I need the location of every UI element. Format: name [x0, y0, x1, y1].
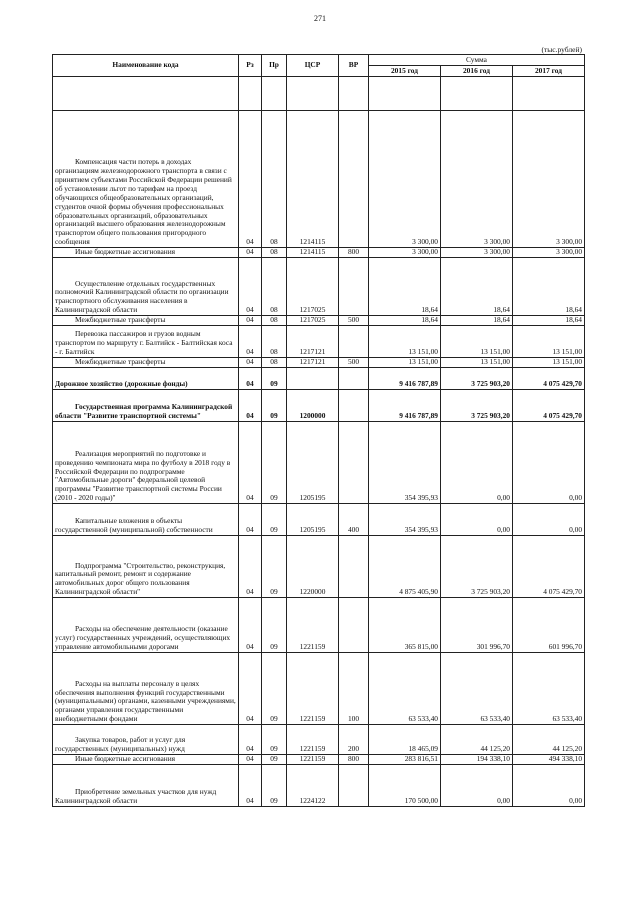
row-2017: 44 125,20	[513, 725, 585, 755]
table-row	[53, 258, 585, 316]
row-rz: 04	[239, 390, 262, 422]
row-vr	[339, 765, 369, 807]
units-label: (тыс.рублей)	[541, 45, 582, 54]
row-2016: 0,00	[441, 765, 513, 807]
row-name: Межбюджетные трансферты	[53, 316, 239, 326]
table-row	[53, 755, 585, 765]
row-2017: 3 300,00	[513, 111, 585, 248]
row-pr: 08	[262, 248, 287, 258]
row-2016: 3 725 903,20	[441, 536, 513, 598]
row-rz: 04	[239, 368, 262, 390]
table-row	[53, 536, 585, 598]
row-csr	[287, 368, 339, 390]
row-2016: 301 996,70	[441, 598, 513, 653]
row-vr: 500	[339, 358, 369, 368]
row-2016: 3 300,00	[441, 111, 513, 248]
row-name: Межбюджетные трансферты	[53, 358, 239, 368]
header-pr: Пр	[262, 55, 287, 77]
row-rz: 04	[239, 725, 262, 755]
row-name: Компенсация части потерь в доходах организациям железнодорожного транспорта в связи с принятием субъектами Российской Федерации решений об установлении льгот по тарифам на проезд обучающихся общеобразовательных организаций, студентов очной формы обучения профессиональных образовательных организаций, образовательных организаций высшего образования железнодорожным транспортом общего пользования пригородного сообщения	[53, 111, 239, 248]
row-csr: 1217121	[287, 326, 339, 358]
page-number: 271	[314, 14, 326, 23]
row-name: Подпрограмма "Строительство, реконструкция, капитальный ремонт, ремонт и содержание автомобильных дорог общего пользования Калининградской области"	[53, 536, 239, 598]
row-vr: 200	[339, 725, 369, 755]
table-row	[53, 248, 585, 258]
row-name: Перевозка пассажиров и грузов водным транспортом по маршруту г. Балтийск - Балтийская коса - г. Балтийск	[53, 326, 239, 358]
row-pr: 09	[262, 755, 287, 765]
row-2015: 18,64	[369, 316, 441, 326]
row-2015: 13 151,00	[369, 358, 441, 368]
row-pr: 09	[262, 390, 287, 422]
row-rz: 04	[239, 422, 262, 504]
row-csr: 1217121	[287, 358, 339, 368]
row-2015: 354 395,93	[369, 504, 441, 536]
row-2016: 194 338,10	[441, 755, 513, 765]
row-pr: 09	[262, 422, 287, 504]
row-2017: 4 075 429,70	[513, 390, 585, 422]
row-csr: 1205195	[287, 504, 339, 536]
row-2015: 18,64	[369, 258, 441, 316]
budget-table	[52, 54, 585, 807]
row-rz: 04	[239, 504, 262, 536]
row-vr	[339, 258, 369, 316]
row-vr: 100	[339, 653, 369, 725]
row-2016: 3 725 903,20	[441, 390, 513, 422]
row-pr: 09	[262, 368, 287, 390]
header-2015: 2015 год	[369, 66, 441, 77]
row-csr: 1221159	[287, 598, 339, 653]
row-vr	[339, 326, 369, 358]
row-rz: 04	[239, 258, 262, 316]
header-name: Наименование кода	[53, 55, 239, 77]
row-2017: 0,00	[513, 765, 585, 807]
row-csr: 1214115	[287, 111, 339, 248]
row-pr: 08	[262, 258, 287, 316]
row-rz: 04	[239, 765, 262, 807]
row-vr: 400	[339, 504, 369, 536]
header-2016: 2016 год	[441, 66, 513, 77]
row-2016: 18,64	[441, 258, 513, 316]
row-2017: 18,64	[513, 258, 585, 316]
row-2016: 13 151,00	[441, 358, 513, 368]
row-2017: 0,00	[513, 504, 585, 536]
row-name: Реализация мероприятий по подготовке и проведению чемпионата мира по футболу в 2018 году в Российской Федерации по подпрограмме "Автомобильные дороги" федеральной целевой программы "Развитие транспортной системы России (2010 - 2020 годы)"	[53, 422, 239, 504]
row-csr: 1205195	[287, 422, 339, 504]
row-csr: 1220000	[287, 536, 339, 598]
row-2015: 63 533,40	[369, 653, 441, 725]
row-2015: 365 815,00	[369, 598, 441, 653]
row-vr	[339, 390, 369, 422]
table-row	[53, 390, 585, 422]
row-2017: 63 533,40	[513, 653, 585, 725]
header-rz: Рз	[239, 55, 262, 77]
row-2017: 18,64	[513, 316, 585, 326]
row-2015: 354 395,93	[369, 422, 441, 504]
row-2017: 13 151,00	[513, 358, 585, 368]
row-csr: 1224122	[287, 765, 339, 807]
row-2017: 13 151,00	[513, 326, 585, 358]
row-name: Дорожное хозяйство (дорожные фонды)	[53, 368, 239, 390]
row-vr: 500	[339, 316, 369, 326]
row-pr: 09	[262, 598, 287, 653]
row-2016: 3 300,00	[441, 248, 513, 258]
table-row	[53, 765, 585, 807]
row-csr: 1221159	[287, 755, 339, 765]
row-2017: 4 075 429,70	[513, 536, 585, 598]
row-pr: 08	[262, 316, 287, 326]
header-vr: ВР	[339, 55, 369, 77]
row-2016: 0,00	[441, 504, 513, 536]
row-2015: 4 875 405,90	[369, 536, 441, 598]
header-csr: ЦСР	[287, 55, 339, 77]
row-vr	[339, 368, 369, 390]
table-row	[53, 504, 585, 536]
row-2017: 494 338,10	[513, 755, 585, 765]
row-rz: 04	[239, 326, 262, 358]
row-2017: 601 996,70	[513, 598, 585, 653]
row-vr: 800	[339, 248, 369, 258]
row-pr: 09	[262, 653, 287, 725]
row-name: Приобретение земельных участков для нужд Калининградской области	[53, 765, 239, 807]
row-2016: 13 151,00	[441, 326, 513, 358]
table-row	[53, 653, 585, 725]
row-name: Осуществление отдельных государственных полномочий Калининградской области по организации транспортного обслуживания населения в Калининградской области	[53, 258, 239, 316]
row-2015: 3 300,00	[369, 248, 441, 258]
row-rz: 04	[239, 358, 262, 368]
row-2017: 3 300,00	[513, 248, 585, 258]
row-2015: 283 816,51	[369, 755, 441, 765]
row-2016: 63 533,40	[441, 653, 513, 725]
row-name: Расходы на выплаты персоналу в целях обеспечения выполнения функций государственными (муниципальными) органами, казенными учреждениями, органами управления государственными внебюджетными фондами	[53, 653, 239, 725]
row-vr: 800	[339, 755, 369, 765]
row-name: Государственная программа Калининградской области "Развитие транспортной системы"	[53, 390, 239, 422]
row-2015: 9 416 787,89	[369, 390, 441, 422]
row-csr: 1221159	[287, 653, 339, 725]
row-rz: 04	[239, 755, 262, 765]
row-name: Иные бюджетные ассигнования	[53, 755, 239, 765]
row-vr	[339, 598, 369, 653]
row-rz: 04	[239, 653, 262, 725]
row-rz: 04	[239, 536, 262, 598]
row-name: Закупка товаров, работ и услуг для государственных (муниципальных) нужд	[53, 725, 239, 755]
table-row	[53, 725, 585, 755]
row-name: Расходы на обеспечение деятельности (оказание услуг) государственных учреждений, осуществляющих управление автомобильными дорогами	[53, 598, 239, 653]
row-2017: 4 075 429,70	[513, 368, 585, 390]
row-csr: 1200000	[287, 390, 339, 422]
row-csr: 1221159	[287, 725, 339, 755]
row-2015: 18 465,09	[369, 725, 441, 755]
row-2016: 44 125,20	[441, 725, 513, 755]
table-row	[53, 111, 585, 248]
row-2017: 0,00	[513, 422, 585, 504]
row-rz: 04	[239, 316, 262, 326]
row-2016: 18,64	[441, 316, 513, 326]
row-csr: 1214115	[287, 248, 339, 258]
row-name: Иные бюджетные ассигнования	[53, 248, 239, 258]
row-2016: 0,00	[441, 422, 513, 504]
row-pr: 08	[262, 111, 287, 248]
row-pr: 09	[262, 536, 287, 598]
row-vr	[339, 422, 369, 504]
row-name: Капитальные вложения в объекты государственной (муниципальной) собственности	[53, 504, 239, 536]
table-row	[53, 316, 585, 326]
row-2016: 3 725 903,20	[441, 368, 513, 390]
row-pr: 08	[262, 358, 287, 368]
table-row	[53, 358, 585, 368]
row-rz: 04	[239, 598, 262, 653]
row-rz: 04	[239, 111, 262, 248]
table-row	[53, 368, 585, 390]
row-vr	[339, 536, 369, 598]
table-row	[53, 326, 585, 358]
row-2015: 3 300,00	[369, 111, 441, 248]
row-csr: 1217025	[287, 258, 339, 316]
row-pr: 09	[262, 504, 287, 536]
header-sum: Сумма	[369, 55, 585, 66]
row-rz: 04	[239, 248, 262, 258]
header-2017: 2017 год	[513, 66, 585, 77]
row-csr: 1217025	[287, 316, 339, 326]
row-vr	[339, 111, 369, 248]
row-pr: 09	[262, 765, 287, 807]
row-2015: 9 416 787,89	[369, 368, 441, 390]
row-pr: 08	[262, 326, 287, 358]
row-2015: 170 500,00	[369, 765, 441, 807]
table-row	[53, 422, 585, 504]
row-2015: 13 151,00	[369, 326, 441, 358]
table-row	[53, 598, 585, 653]
row-pr: 09	[262, 725, 287, 755]
